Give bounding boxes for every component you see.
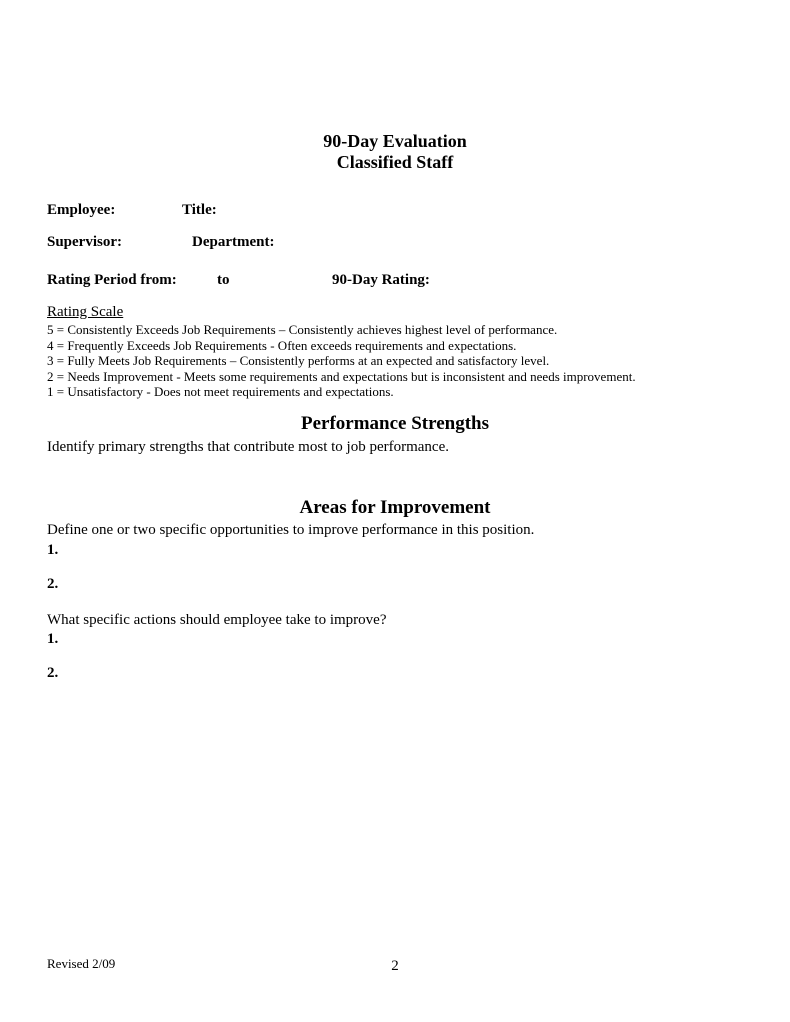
rating-scale-item-3: 3 = Fully Meets Job Requirements – Consistently performs at an expected and satisfactory level. [47, 353, 550, 368]
areas-for-improvement-heading: Areas for Improvement [299, 496, 491, 518]
specific-actions-question: What specific actions should employee take to improve? [47, 611, 387, 628]
rating-scale-heading: Rating Scale [47, 304, 124, 320]
employee-label: Employee: [47, 202, 116, 218]
rating-scale-item-5: 5 = Consistently Exceeds Job Requirements – Consistently achieves highest level of performance. [47, 322, 558, 337]
action-item-1: 1. [47, 630, 59, 647]
page-number: 2 [391, 958, 399, 974]
rating-period-row [47, 273, 743, 288]
improvement-item-2: 2. [47, 575, 59, 592]
rating-scale-item-2: 2 = Needs Improvement - Meets some requirements and expectations but is inconsistent and needs improvement. [47, 368, 636, 384]
areas-for-improvement-description: Define one or two specific opportunities to improve performance in this position. [47, 521, 535, 538]
performance-strengths-description: Identify primary strengths that contribute most to job performance. [47, 438, 449, 455]
ninety-day-rating-label: 90-Day Rating: [332, 272, 430, 288]
employee-title-row [47, 203, 743, 218]
document-title-line-2: Classified Staff [336, 152, 454, 172]
rating-period-from-label: Rating Period from: [47, 272, 177, 288]
department-label: Department: [192, 234, 275, 250]
improvement-item-1: 1. [47, 541, 59, 558]
performance-strengths-heading: Performance Strengths [300, 412, 489, 434]
rating-period-to-label: to [217, 272, 230, 288]
action-item-2: 2. [47, 664, 59, 681]
rating-scale-item-4: 4 = Frequently Exceeds Job Requirements - Often exceeds requirements and expectations. [47, 337, 517, 353]
supervisor-label: Supervisor: [47, 234, 122, 250]
rating-scale-list [47, 322, 743, 400]
rating-scale-item-1: 1 = Unsatisfactory - Does not meet requirements and expectations. [47, 384, 394, 399]
supervisor-department-row [47, 235, 743, 250]
document-title-line-1: 90-Day Evaluation [323, 131, 467, 151]
revision-note: Revised 2/09 [47, 956, 116, 971]
document-title [47, 0, 743, 173]
title-label: Title: [182, 202, 217, 218]
